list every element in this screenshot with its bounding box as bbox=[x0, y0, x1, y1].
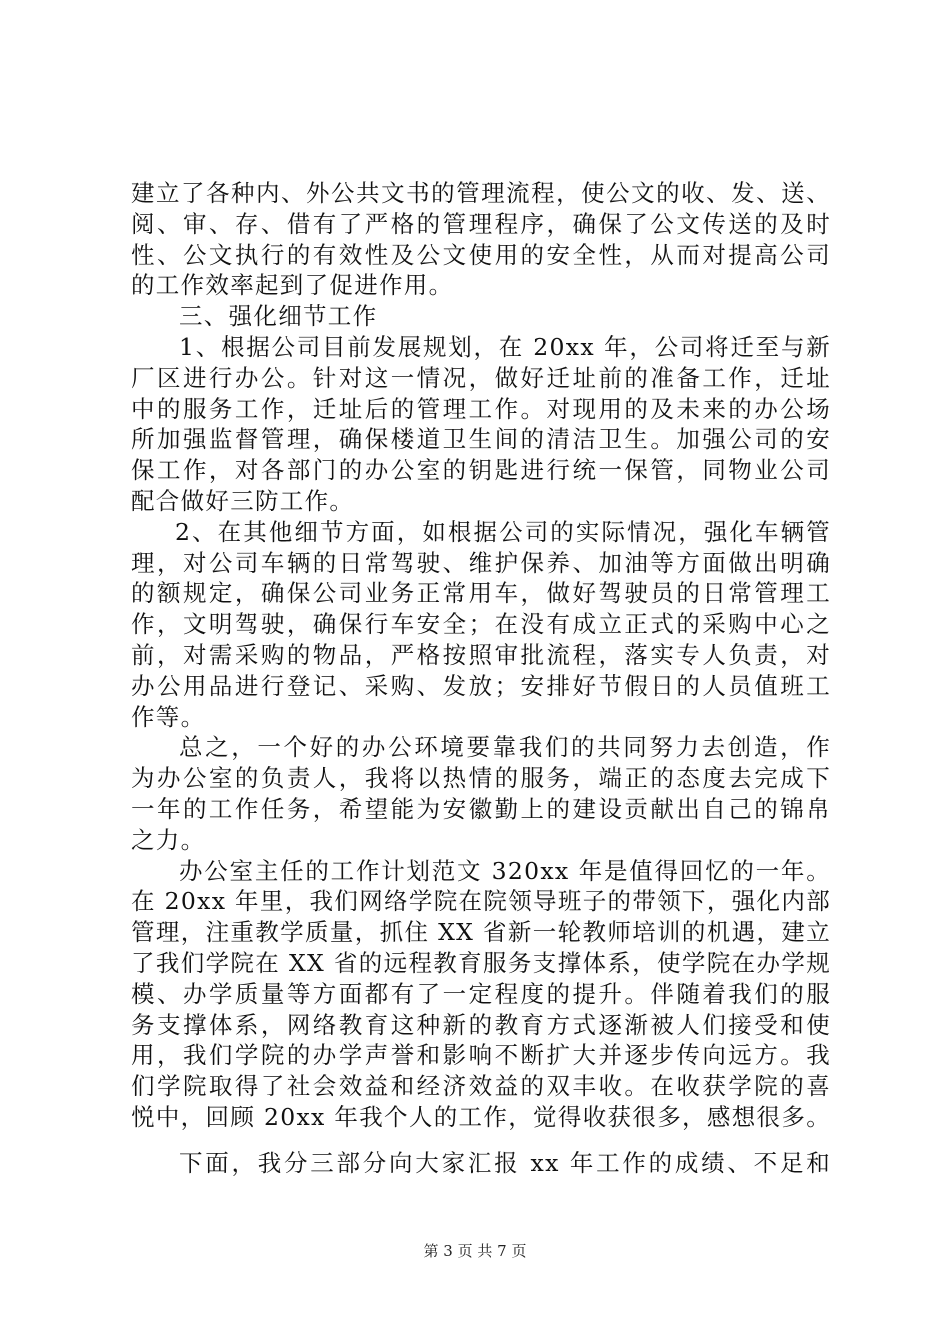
text-line: 保工作，对各部门的办公室的钥匙进行统一保管，同物业公司 bbox=[131, 456, 831, 485]
text-line: 作，文明驾驶，确保行车安全；在没有成立正式的采购中心之 bbox=[131, 610, 831, 639]
text-line: 在 20xx 年里，我们网络学院在院领导班子的带领下，强化内部 bbox=[131, 887, 831, 916]
text-line: 用，我们学院的办学声誉和影响不断扩大并逐步传向远方。我 bbox=[131, 1041, 831, 1070]
text-line: 模、办学质量等方面都有了一定程度的提升。伴随着我们的服 bbox=[131, 979, 831, 1008]
text-line: 悦中，回顾 20xx 年我个人的工作，觉得收获很多，感想很多。 bbox=[131, 1103, 831, 1131]
text-line: 中的服务工作，迁址后的管理工作。对现用的及未来的办公场 bbox=[131, 394, 831, 423]
text-line: 的额规定，确保公司业务正常用车，做好驾驶员的日常管理工 bbox=[131, 579, 831, 608]
text-line: 务支撑体系，网络教育这种新的教育方式逐渐被人们接受和使 bbox=[131, 1010, 831, 1039]
text-line: 们学院取得了社会效益和经济效益的双丰收。在收获学院的喜 bbox=[131, 1072, 831, 1101]
text-line: 之力。 bbox=[131, 825, 206, 854]
text-line: 一年的工作任务，希望能为安徽勤上的建设贡献出自己的锦帛 bbox=[131, 795, 831, 823]
section-heading: 三、强化细节工作 bbox=[179, 302, 378, 331]
text-line: 下面，我分三部分向大家汇报 xx 年工作的成绩、不足和 bbox=[179, 1149, 831, 1177]
text-line: 1、根据公司目前发展规划，在 20xx 年，公司将迁至与新 bbox=[179, 333, 831, 361]
text-line: 性、公文执行的有效性及公文使用的安全性，从而对提高公司 bbox=[131, 240, 831, 269]
text-line: 作等。 bbox=[131, 702, 206, 731]
text-line: 为办公室的负责人，我将以热情的服务，端正的态度去完成下 bbox=[131, 764, 831, 793]
text-line: 总之，一个好的办公环境要靠我们的共同努力去创造，作 bbox=[179, 733, 831, 762]
page-number-footer: 第 3 页 共 7 页 bbox=[423, 1242, 527, 1260]
text-line: 办公用品进行登记、采购、发放；安排好节假日的人员值班工 bbox=[131, 671, 831, 700]
text-line: 厂区进行办公。针对这一情况，做好迁址前的准备工作，迁址 bbox=[131, 363, 831, 392]
text-line: 所加强监督管理，确保楼道卫生间的清洁卫生。加强公司的安 bbox=[131, 425, 831, 454]
text-line: 的工作效率起到了促进作用。 bbox=[131, 271, 454, 300]
text-line: 理，对公司车辆的日常驾驶、维护保养、加油等方面做出明确 bbox=[131, 548, 831, 577]
text-line: 了我们学院在 XX 省的远程教育服务支撑体系，使学院在办学规 bbox=[131, 949, 831, 977]
text-line: 办公室主任的工作计划范文 320xx 年是值得回忆的一年。 bbox=[179, 856, 831, 885]
text-line: 管理，注重教学质量，抓住 XX 省新一轮教师培训的机遇，建立 bbox=[131, 918, 831, 947]
text-line: 前，对需采购的物品，严格按照审批流程，落实专人负责，对 bbox=[131, 641, 831, 669]
text-line: 配合做好三防工作。 bbox=[131, 487, 355, 515]
text-line: 阅、审、存、借有了严格的管理程序，确保了公文传送的及时 bbox=[131, 209, 831, 238]
text-line: 建立了各种内、外公共文书的管理流程，使公文的收、发、送、 bbox=[131, 179, 831, 207]
text-line: 2、在其他细节方面，如根据公司的实际情况，强化车辆管 bbox=[175, 517, 831, 546]
